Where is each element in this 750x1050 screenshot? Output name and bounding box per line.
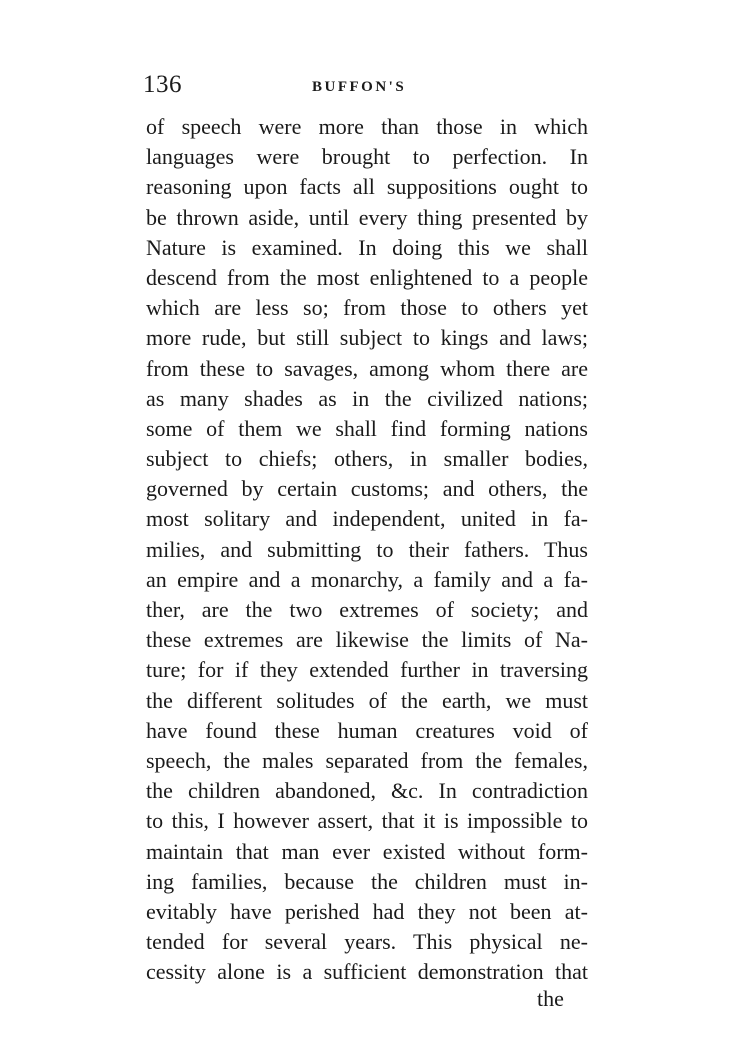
text-line: an empire and a monarchy, a family and a fa- xyxy=(146,566,588,592)
text-line: ther, are the two extremes of society; and xyxy=(146,597,588,622)
text-line: tended for several years. This physical ne- xyxy=(146,929,588,955)
text-line: governed by certain customs; and others, the xyxy=(146,476,588,502)
text-line: Nature is examined. In doing this we shall xyxy=(146,234,588,260)
catchword: the xyxy=(537,986,564,1011)
text-line: these extremes are likewise the limits of Na- xyxy=(146,627,588,653)
text-line: speech, the males separated from the females, xyxy=(146,747,588,773)
text-line: have found these human creatures void of xyxy=(146,717,588,743)
text-line: which are less so; from those to others yet xyxy=(146,295,588,321)
text-line: as many shades as in the civilized nations; xyxy=(146,385,588,411)
text-line: of speech were more than those in which xyxy=(146,114,588,139)
text-line: cessity alone is a sufficient demonstration that xyxy=(146,959,588,985)
text-line: reasoning upon facts all suppositions ought to xyxy=(146,174,588,200)
text-line: the different solitudes of the earth, we must xyxy=(146,687,588,713)
text-line: subject to chiefs; others, in smaller bodies, xyxy=(146,446,588,472)
text-line: most solitary and independent, united in fa- xyxy=(146,506,588,532)
text-line: be thrown aside, until every thing presented by xyxy=(146,204,588,230)
text-line: evitably have perished had they not been at- xyxy=(146,898,588,924)
text-line: from these to savages, among whom there are xyxy=(146,355,588,381)
text-line: languages were brought to perfection. In xyxy=(146,144,588,170)
text-line: ing families, because the children must in- xyxy=(146,868,588,894)
body-text xyxy=(146,112,588,987)
text-line: ture; for if they extended further in traversing xyxy=(146,657,588,683)
text-line: the children abandoned, &c. In contradiction xyxy=(146,778,588,804)
text-line: maintain that man ever existed without form- xyxy=(146,838,588,864)
page-number: 136 xyxy=(143,71,182,98)
text-line: some of them we shall find forming nations xyxy=(146,415,588,441)
text-line: to this, I however assert, that it is impossible to xyxy=(146,808,588,834)
text-line: descend from the most enlightened to a people xyxy=(146,264,588,290)
running-head: BUFFON'S xyxy=(312,79,407,95)
text-line: milies, and submitting to their fathers. Thus xyxy=(146,536,588,562)
text-line: more rude, but still subject to kings and laws; xyxy=(146,325,588,351)
